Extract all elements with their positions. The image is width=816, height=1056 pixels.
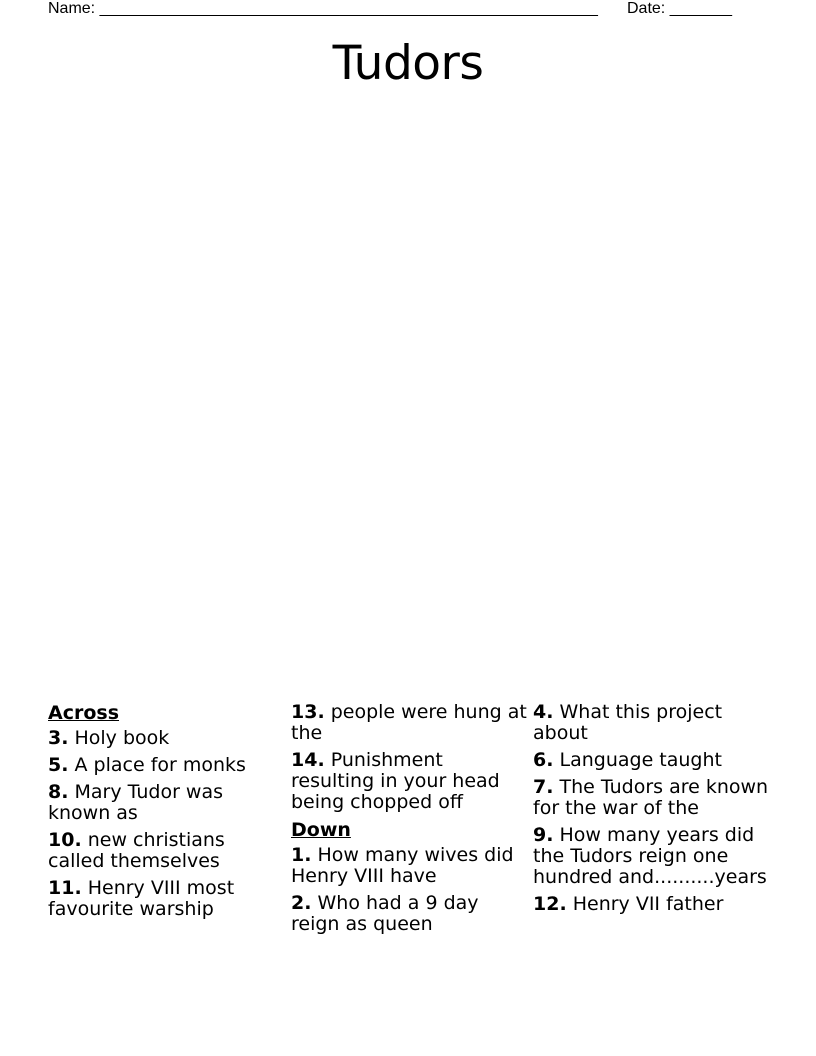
- clue-number: 8.: [48, 781, 69, 803]
- clue-number: 2.: [291, 892, 312, 914]
- clue-text: Henry VIII most favourite warship: [48, 877, 235, 920]
- clue-text: What this project about: [533, 701, 723, 744]
- clue-column-3: [533, 702, 769, 921]
- down-heading: Down: [291, 819, 351, 841]
- clue-column-1: [48, 702, 284, 926]
- clue-across-13: [291, 702, 527, 744]
- clue-text: The Tudors are known for the war of the: [533, 776, 769, 819]
- clue-text: How many wives did Henry VIII have: [291, 844, 514, 887]
- clue-text: Mary Tudor was known as: [48, 781, 224, 824]
- worksheet-header: [48, 0, 748, 20]
- clue-text: people were hung at the: [291, 701, 527, 744]
- clue-number: 1.: [291, 844, 312, 866]
- clue-down-7: [533, 777, 769, 819]
- name-field-label: Name: ________________________________________________________: [48, 0, 598, 17]
- clue-across-8: [48, 782, 284, 824]
- clue-across-3: [48, 728, 284, 749]
- across-heading: Across: [48, 702, 120, 724]
- clue-text: Language taught: [553, 749, 722, 771]
- clue-across-5: [48, 755, 284, 776]
- clue-text: Henry VII father: [566, 893, 724, 915]
- clue-number: 12.: [533, 893, 567, 915]
- date-field-label: Date: _______: [627, 0, 732, 17]
- clue-down-9: [533, 825, 769, 888]
- clue-text: Who had a 9 day reign as queen: [291, 892, 479, 935]
- clue-number: 7.: [533, 776, 554, 798]
- clue-down-1: [291, 845, 527, 887]
- crossword-grid-area: [48, 110, 768, 690]
- clue-number: 11.: [48, 877, 82, 899]
- clue-column-2: [291, 702, 527, 941]
- clue-across-14: [291, 750, 527, 813]
- clue-number: 9.: [533, 824, 554, 846]
- clue-down-6: [533, 750, 769, 771]
- clue-text: Punishment resulting in your head being chopped off: [291, 749, 500, 813]
- clue-number: 10.: [48, 829, 82, 851]
- clue-number: 5.: [48, 754, 69, 776]
- clue-down-2: [291, 893, 527, 935]
- clue-number: 4.: [533, 701, 554, 723]
- clue-text: A place for monks: [68, 754, 246, 776]
- clue-across-11: [48, 878, 284, 920]
- clue-number: 13.: [291, 701, 325, 723]
- clue-text: Holy book: [68, 727, 170, 749]
- clue-text: new christians called themselves: [48, 829, 225, 872]
- clue-number: 14.: [291, 749, 325, 771]
- clue-text: How many years did the Tudors reign one hundred and..........years: [533, 824, 767, 888]
- page-title: Tudors: [332, 36, 484, 91]
- clue-across-10: [48, 830, 284, 872]
- clue-down-4: [533, 702, 769, 744]
- clue-number: 3.: [48, 727, 69, 749]
- clue-number: 6.: [533, 749, 554, 771]
- clue-down-12: [533, 894, 769, 915]
